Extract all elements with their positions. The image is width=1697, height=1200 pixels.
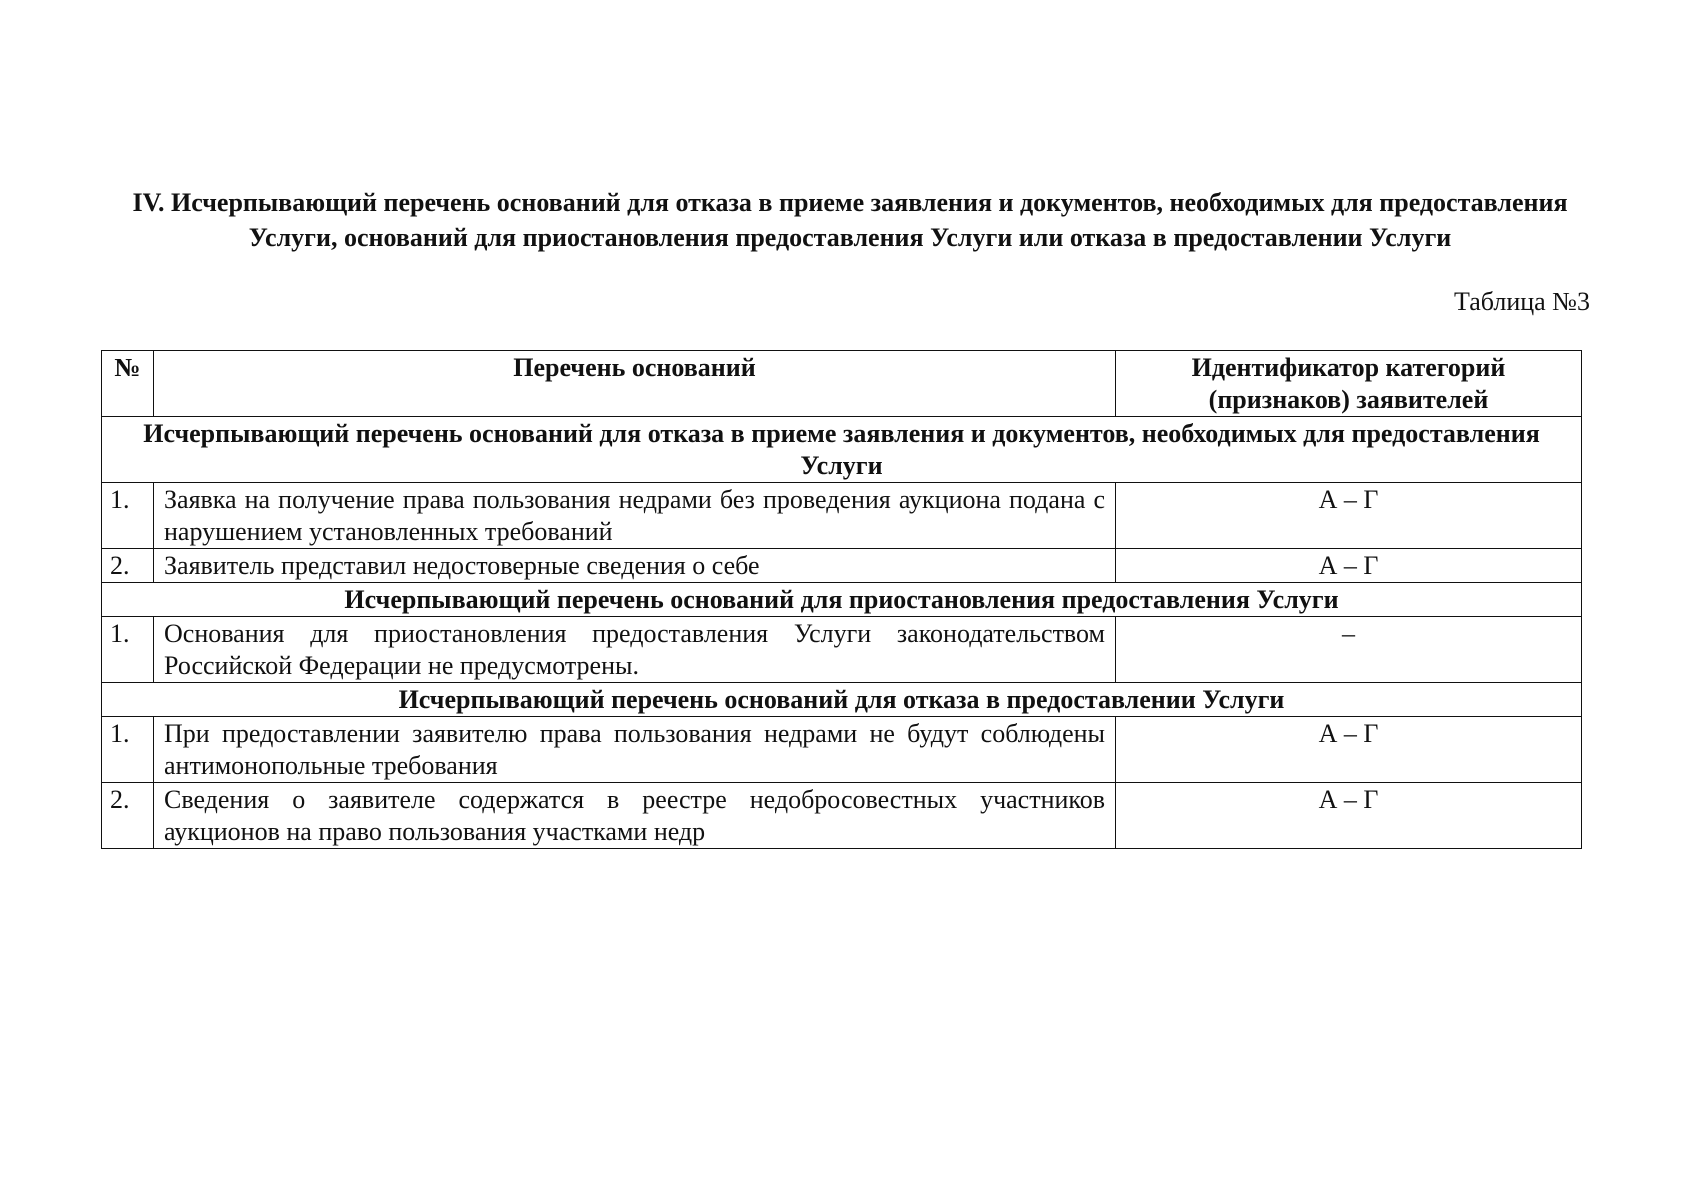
row-id: А – Г — [1116, 549, 1582, 583]
grounds-table — [101, 350, 1582, 849]
row-id: А – Г — [1116, 483, 1582, 549]
header-basis: Перечень оснований — [154, 351, 1116, 417]
table-row — [102, 617, 1582, 683]
row-basis: При предоставлении заявителю права пользования недрами не будут соблюдены антимонопольные требования — [154, 717, 1116, 783]
table-header-row — [102, 351, 1582, 417]
row-num: 1. — [102, 617, 154, 683]
table-row — [102, 783, 1582, 849]
table-label: Таблица №3 — [1453, 287, 1590, 316]
section-title: Исчерпывающий перечень оснований для отказа в предоставлении Услуги — [102, 683, 1582, 717]
table-row — [102, 483, 1582, 549]
row-basis: Заявитель представил недостоверные сведения о себе — [154, 549, 1116, 583]
header-num: № — [102, 351, 154, 417]
header-id: Идентификатор категорий (признаков) заявителей — [1116, 351, 1582, 417]
row-basis: Сведения о заявителе содержатся в реестре недобросовестных участников аукционов на право пользования участками недр — [154, 783, 1116, 849]
table-row — [102, 717, 1582, 783]
row-id: А – Г — [1116, 783, 1582, 849]
row-num: 1. — [102, 483, 154, 549]
section-title: Исчерпывающий перечень оснований для приостановления предоставления Услуги — [102, 583, 1582, 617]
row-id: А – Г — [1116, 717, 1582, 783]
row-basis: Основания для приостановления предоставления Услуги законодательством Российской Федерации не предусмотрены. — [154, 617, 1116, 683]
table-row — [102, 549, 1582, 583]
row-id: – — [1116, 617, 1582, 683]
section-heading: IV. Исчерпывающий перечень оснований для отказа в приеме заявления и документов, необходимых для предоставления Услуги, оснований для приостановления предоставления Услуги или отказа в предоставлении Услуги — [132, 188, 1568, 252]
section-row — [102, 417, 1582, 483]
row-num: 2. — [102, 783, 154, 849]
row-basis: Заявка на получение права пользования недрами без проведения аукциона подана с нарушением установленных требований — [154, 483, 1116, 549]
section-row — [102, 583, 1582, 617]
section-row — [102, 683, 1582, 717]
row-num: 1. — [102, 717, 154, 783]
row-num: 2. — [102, 549, 154, 583]
section-title: Исчерпывающий перечень оснований для отказа в приеме заявления и документов, необходимых для предоставления Услуги — [102, 417, 1582, 483]
